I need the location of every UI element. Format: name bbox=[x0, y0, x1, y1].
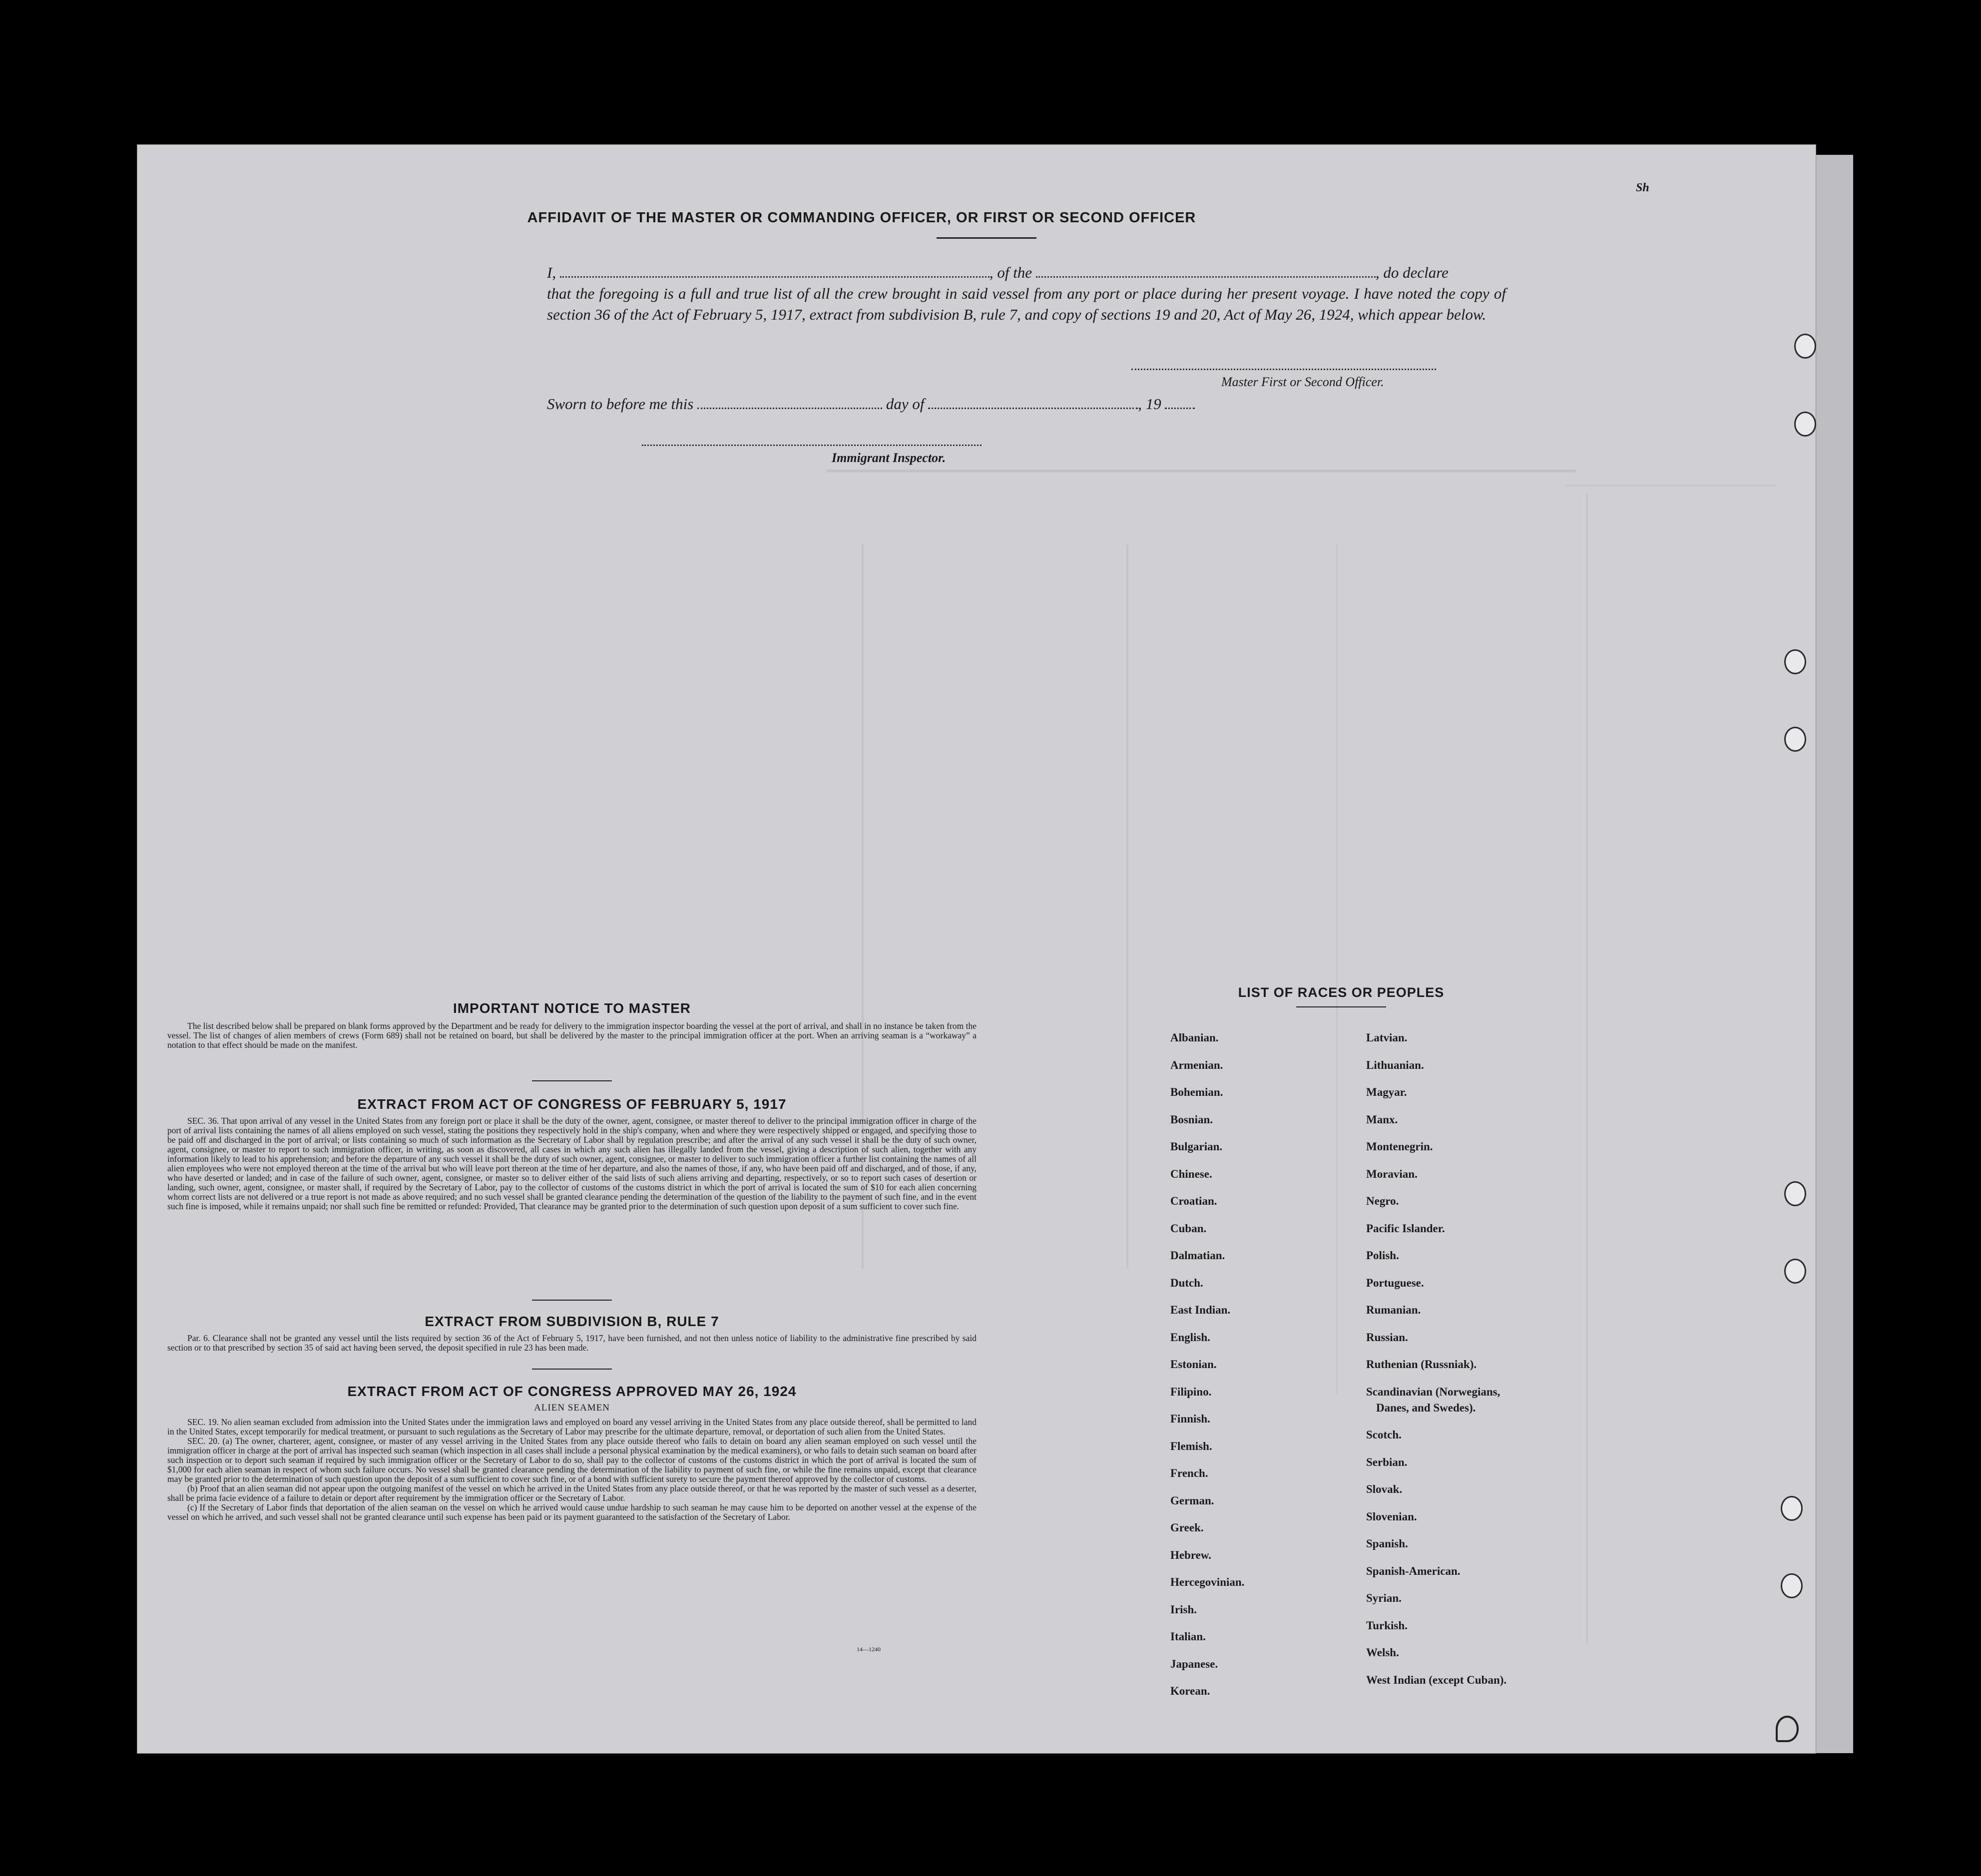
affidavit-title: AFFIDAVIT OF THE MASTER OR COMMANDING OFFICER, OR FIRST OR SECOND OFFICER bbox=[527, 210, 1196, 226]
race-item: Welsh. bbox=[1366, 1646, 1399, 1659]
race-item: Flemish. bbox=[1170, 1439, 1212, 1452]
punch-hole bbox=[1784, 1181, 1806, 1206]
race-item: Bulgarian. bbox=[1170, 1140, 1223, 1153]
race-item: Spanish. bbox=[1366, 1537, 1408, 1550]
sworn-label: Sworn to before me this bbox=[547, 395, 694, 413]
sec-20a-paragraph: SEC. 20. (a) The owner, charterer, agent, consignee, or master of any vessel arriving in the United States from any place outside thereof who fails to detain on board any alien seaman employed on such vessel until the immigration officer in charge at the port of arrival has inspected such seaman (which inspection in all cases shall include a personal physical examination by the medical examiners), or who fails to detain such seaman on board after such inspection or to deport such seaman if required by such immigration officer or the Secretary of Labor to do so, shall pay to the collector of customs of the customs district in which the port of arrival is located the sum of $1,000 for each alien seaman in respect of whom such failure occurs. No vessel shall be granted clearance pending the determination of the liability to payment of such fine, or while the fine remains unpaid, except that clearance may be granted prior to the determination of such question upon the deposit of a sum sufficient to cover such fine, or of a bond with sufficient surety to secure the payment thereof approved by the collector of customs. bbox=[167, 1436, 977, 1484]
race-item: Bosnian. bbox=[1170, 1113, 1213, 1126]
subdivision-title: EXTRACT FROM SUBDIVISION B, RULE 7 bbox=[425, 1314, 719, 1329]
master-label: Master First or Second Officer. bbox=[1221, 375, 1384, 389]
race-item: Cuban. bbox=[1170, 1222, 1207, 1235]
of-the-label: , of the bbox=[989, 264, 1032, 281]
race-item: Hercegovinian. bbox=[1170, 1576, 1245, 1588]
race-item: Polish. bbox=[1366, 1249, 1399, 1262]
sworn-day-blank[interactable] bbox=[697, 395, 882, 409]
race-item: Danes, and Swedes). bbox=[1376, 1401, 1476, 1414]
punch-hole bbox=[1784, 649, 1806, 674]
race-item: Montenegrin. bbox=[1366, 1140, 1433, 1153]
races-rule bbox=[1296, 1006, 1386, 1007]
race-item: Finnish. bbox=[1170, 1412, 1210, 1425]
extract-1917-rule bbox=[532, 1300, 612, 1301]
extract-1924-text bbox=[167, 1417, 977, 1522]
race-item: Chinese. bbox=[1170, 1167, 1212, 1180]
declaration-line-1 bbox=[547, 262, 1606, 283]
race-item: Manx. bbox=[1366, 1113, 1398, 1126]
punch-hole bbox=[1781, 1573, 1803, 1598]
par-6-paragraph: Par. 6. Clearance shall not be granted any vessel until the lists required by section 36 of the Act of February 5, 1917, have been furnished, and not then unless notice of liability to the administrative fine prescribed by said section or to that prescribed by section 35 of said act having been served, the deposit specified in rule 23 has been made. bbox=[167, 1333, 977, 1353]
punch-hole bbox=[1784, 1259, 1806, 1284]
punch-hole bbox=[1794, 334, 1816, 359]
name-blank[interactable] bbox=[560, 263, 990, 278]
vessel-blank[interactable] bbox=[1036, 263, 1376, 278]
sec-19-paragraph: SEC. 19. No alien seaman excluded from admission into the United States under the immigration laws and employed on board any vessel arriving in the United States from any place outside thereof, shall be permitted to land in the United States, except temporarily for medical treatment, or pursuant to such regulations as the Secretary of Labor may prescribe for the ultimate departure, removal, or deportation of such alien from the United States. bbox=[167, 1417, 977, 1436]
race-item: Magyar. bbox=[1366, 1086, 1407, 1098]
race-item: Slovak. bbox=[1366, 1483, 1403, 1495]
sec-20c-paragraph: (c) If the Secretary of Labor finds that deportation of the alien seaman on the vessel on which he arrived would cause undue hardship to such seaman he may cause him to be deported on another vessel at the expense of the vessel on which he arrived, and such vessel shall not be granted clearance until such expense has been paid or its payment guaranteed to the satisfaction of the Secretary of Labor. bbox=[167, 1502, 977, 1522]
race-item: Armenian. bbox=[1170, 1058, 1223, 1071]
race-item: Irish. bbox=[1170, 1603, 1197, 1616]
race-item: Latvian. bbox=[1366, 1031, 1408, 1044]
race-item: Dutch. bbox=[1170, 1276, 1203, 1289]
race-item: Rumanian. bbox=[1366, 1304, 1421, 1316]
sec-20b-paragraph: (b) Proof that an alien seaman did not appear upon the outgoing manifest of the vessel on which he arrived in the United States from any place outside thereof, or that he was reported by the master of such vessel as a deserter, shall be prima facie evidence of a failure to detain or deport after requirement by the immigration officer or the Secretary of Labor. bbox=[167, 1483, 977, 1503]
race-item: Pacific Islander. bbox=[1366, 1222, 1445, 1235]
race-item: Hebrew. bbox=[1170, 1548, 1211, 1561]
race-item: German. bbox=[1170, 1494, 1214, 1507]
race-item: Filipino. bbox=[1170, 1385, 1212, 1398]
inspector-signature-line[interactable] bbox=[642, 445, 982, 446]
sworn-month-blank[interactable] bbox=[928, 395, 1138, 409]
race-item: Syrian. bbox=[1366, 1592, 1402, 1604]
races-title: LIST OF RACES OR PEOPLES bbox=[1238, 985, 1445, 1000]
extract-1924-title: EXTRACT FROM ACT OF CONGRESS APPROVED MAY 26, 1924 bbox=[347, 1384, 797, 1399]
race-item: French. bbox=[1170, 1467, 1208, 1479]
race-item: Scotch. bbox=[1366, 1428, 1402, 1441]
form-number: 14—1240 bbox=[857, 1646, 881, 1653]
sworn-line bbox=[547, 395, 1195, 413]
notice-title: IMPORTANT NOTICE TO MASTER bbox=[453, 1000, 691, 1016]
subdivision-rule bbox=[532, 1369, 612, 1370]
race-item: Scandinavian (Norwegians, bbox=[1366, 1385, 1500, 1398]
affidavit-declaration bbox=[547, 262, 1606, 325]
alien-seamen-subtitle: ALIEN SEAMEN bbox=[534, 1403, 610, 1413]
race-item: Turkish. bbox=[1366, 1619, 1408, 1632]
race-item: West Indian (except Cuban). bbox=[1366, 1673, 1507, 1686]
race-item: Dalmatian. bbox=[1170, 1249, 1225, 1262]
race-item: Spanish-American. bbox=[1366, 1564, 1461, 1577]
punch-hole bbox=[1784, 727, 1806, 752]
race-item: Moravian. bbox=[1366, 1167, 1418, 1180]
race-item: Albanian. bbox=[1170, 1031, 1219, 1044]
race-item: Russian. bbox=[1366, 1331, 1408, 1344]
punch-hole bbox=[1794, 412, 1816, 437]
sec-36-paragraph: SEC. 36. That upon arrival of any vessel in the United States from any foreign port or place it shall be the duty of the owner, agent, consignee, or master thereof to deliver to the principal immigration officer in charge of the port of arrival lists containing the names of all aliens employed on such vessel, stating the positions they respectively hold in the ship's company, when and where they were respectively shipped or engaged, and specifying those to be paid off and discharged in the port of arrival; or lists containing so much of such information as the Secretary of Labor shall by regulation prescribe; and after the arrival of any such vessel it shall be the duty of such owner, agent, consignee, or master to report to such immigration officer, in writing, as soon as discovered, all cases in which any such alien has illegally landed from the vessel, giving a description of such alien, together with any information likely to lead to his apprehension; and before the departure of any such vessel it shall be the duty of such owner, agent, consignee, or master to deliver to such immigration officer a further list containing the names of all alien employees who were not employed thereon at the time of the arrival but who will leave port thereon at the time of her departure, and also the names of those, if any, who have been paid off and discharged, and of those, if any, who have deserted or landed; and in case of the failure of such owner, agent, consignee, or master so to deliver either of the said lists of such aliens arriving and departing, respectively, or so to report such cases of desertion or landing, such owner, agent, consignee, or master shall, if required by the Secretary of Labor, pay to the collector of customs of the customs district in which the port of arrival is located the sum of $10 for each alien concerning whom correct lists are not delivered or a true report is not made as above required; and no such vessel shall be granted clearance pending the determination of the question of the liability to the payment of such fine, and in the event such fine is imposed, while it remains unpaid; nor shall such fine be remitted or refunded: Provided, That clearance may be granted prior to the determination of such question upon deposit of a sum sufficient to cover such fine. bbox=[167, 1116, 977, 1211]
notice-rule bbox=[532, 1080, 612, 1081]
extract-1917-text bbox=[167, 1116, 977, 1211]
race-item: Negro. bbox=[1366, 1195, 1399, 1207]
race-item: East Indian. bbox=[1170, 1304, 1231, 1316]
race-item: Korean. bbox=[1170, 1685, 1210, 1697]
declaration-text: that the foregoing is a full and true list of all the crew brought in said vessel from any port or place during her present voyage. I have noted the copy of section 36 of the Act of February 5, 1917, extract from subdivision B, rule 7, and copy of sections 19 and 20, Act of May 26, 1924, which appear below. bbox=[547, 285, 1506, 323]
manifest-page bbox=[137, 145, 1816, 1753]
day-of-label: day of bbox=[886, 395, 925, 413]
inspector-label: Immigrant Inspector. bbox=[832, 451, 946, 465]
race-item: Japanese. bbox=[1170, 1657, 1218, 1670]
race-item: Ruthenian (Russniak). bbox=[1366, 1358, 1477, 1371]
notice-paragraph: The list described below shall be prepared on blank forms approved by the Department and be ready for delivery to the immigration inspector boarding the vessel at the port of arrival, and shall in no instance be taken from the vessel. The list of changes of alien members of crews (Form 689) shall not be retained on board, but shall be delivered by the master to the principal immigration officer at the port. When an arriving seaman is a “workaway” a notation to that effect should be made on the manifest. bbox=[167, 1021, 977, 1050]
race-item: Croatian. bbox=[1170, 1195, 1217, 1207]
i-label: I, bbox=[547, 264, 556, 281]
punch-hole bbox=[1781, 1496, 1803, 1521]
title-rule bbox=[937, 237, 1036, 239]
do-declare-label: , do declare bbox=[1375, 264, 1449, 281]
race-item: Estonian. bbox=[1170, 1358, 1217, 1371]
notice-text bbox=[167, 1021, 977, 1050]
race-item: Slovenian. bbox=[1366, 1510, 1417, 1523]
sworn-year-blank[interactable] bbox=[1165, 395, 1195, 409]
master-signature-line[interactable] bbox=[1131, 369, 1436, 370]
year-label: , 19 bbox=[1138, 395, 1161, 413]
handwritten-nine-mark bbox=[1776, 1716, 1799, 1742]
subdivision-text bbox=[167, 1334, 977, 1353]
corner-mark: Sh bbox=[1636, 181, 1649, 194]
race-item: Lithuanian. bbox=[1366, 1058, 1424, 1071]
race-item: Bohemian. bbox=[1170, 1086, 1223, 1098]
extract-1917-title: EXTRACT FROM ACT OF CONGRESS OF FEBRUARY 5, 1917 bbox=[357, 1096, 787, 1112]
race-item: Italian. bbox=[1170, 1630, 1206, 1643]
race-item: English. bbox=[1170, 1331, 1210, 1344]
race-item: Greek. bbox=[1170, 1521, 1204, 1534]
race-item: Portuguese. bbox=[1366, 1276, 1424, 1289]
race-item: Serbian. bbox=[1366, 1455, 1408, 1468]
